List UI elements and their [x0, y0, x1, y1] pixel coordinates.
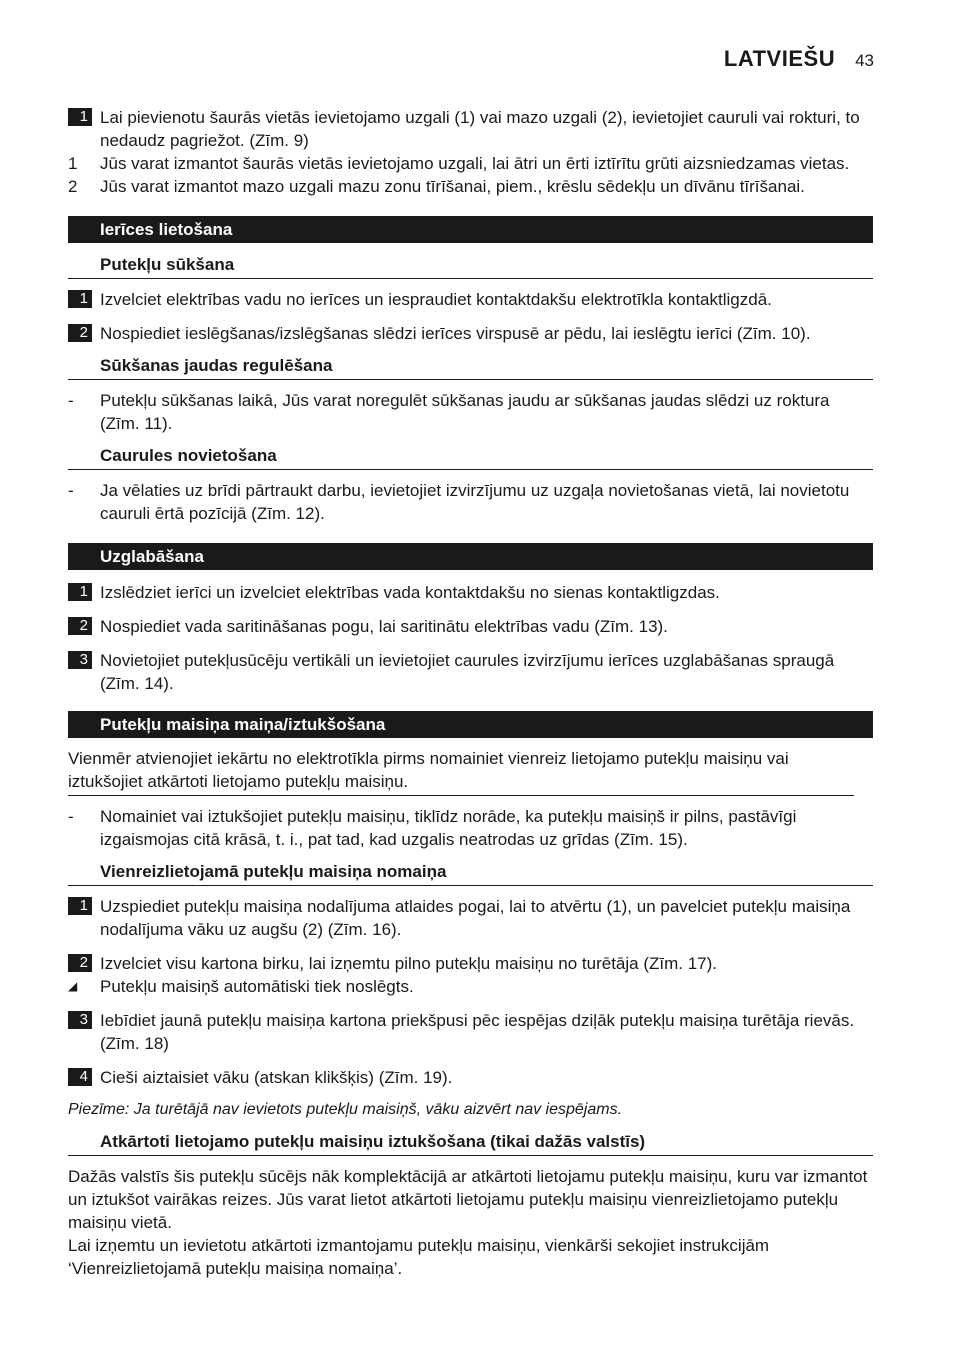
warning-text: Vienmēr atvienojiet iekārtu no elektrotīkla pirms nomainiet vienreiz lietojamo putekļu maisiņu vai iztukšojiet atkārtoti lietojamo putekļu maisiņu. [68, 747, 854, 796]
result-row [68, 975, 873, 998]
document-body [68, 106, 873, 1280]
section-title-storage: Uzglabāšana [68, 543, 873, 570]
step-text: Lai pievienotu šaurās vietās ievietojamo uzgali (1) vai mazo uzgali (2), ievietojiet cauruli vai rokturi, to nedaudz pagriežot. (Zīm. 9) [100, 108, 860, 150]
step-text: Iebīdiet jaunā putekļu maisiņa kartona priekšpusi pēc iespējas dziļāk putekļu maisiņa turētāja rievās. (Zīm. 18) [100, 1011, 855, 1053]
step-number: 2 [68, 617, 92, 635]
step-number: 1 [68, 583, 92, 601]
list-number: 2 [68, 177, 78, 196]
step-row [68, 322, 873, 345]
list-text: Jūs varat izmantot mazo uzgali mazu zonu tīrīšanai, piem., krēslu sēdekļu un dīvānu tīrīšanai. [100, 177, 805, 196]
step-number: 4 [68, 1068, 92, 1086]
list-number: 1 [68, 154, 78, 173]
step-row [68, 649, 873, 695]
bullet-row [68, 389, 873, 435]
step-text: Izvelciet elektrības vadu no ierīces un iespraudiet kontaktdakšu elektrotīkla kontaktligzdā. [100, 290, 772, 309]
list-item [68, 175, 873, 198]
step-number: 1 [68, 290, 92, 308]
subheading-suction-power: Sūkšanas jaudas regulēšana [68, 354, 873, 380]
bullet-text: Nomainiet vai iztukšojiet putekļu maisiņu, tiklīdz norāde, ka putekļu maisiņš ir pilns, pastāvīgi izgaismojas citā krāsā, t. i., pat tad, kad uzgalis neatrodas uz grīdas (Zīm. 15). [100, 807, 797, 849]
subheading-tube-parking: Caurules novietošana [68, 444, 873, 470]
step-text: Cieši aiztaisiet vāku (atskan klikšķis) (Zīm. 19). [100, 1068, 453, 1087]
subheading-reusable-bag: Atkārtoti lietojamo putekļu maisiņu iztukšošana (tikai dažās valstīs) [68, 1130, 873, 1156]
step-number: 2 [68, 324, 92, 342]
bullet-text: Putekļu sūkšanas laikā, Jūs varat noregulēt sūkšanas jaudu ar sūkšanas jaudas slēdzi uz roktura (Zīm. 11). [100, 391, 830, 433]
step-text: Nospiediet vada saritināšanas pogu, lai saritinātu elektrības vadu (Zīm. 13). [100, 617, 668, 636]
step-row [68, 288, 873, 311]
subheading-suction: Putekļu sūkšana [68, 253, 873, 279]
step-number: 1 [68, 897, 92, 915]
page-number: 43 [855, 51, 874, 70]
step-text: Izslēdziet ierīci un izvelciet elektrības vada kontaktdakšu no sienas kontaktligzdas. [100, 583, 720, 602]
step-number: 2 [68, 954, 92, 972]
paragraph: Lai izņemtu un ievietotu atkārtoti izmantojamu putekļu maisiņu, vienkārši sekojiet instrukcijām ‘Vienreizlietojamā putekļu maisiņa nomaiņa’. [68, 1236, 770, 1278]
step-row [68, 895, 873, 941]
step-row [68, 106, 873, 152]
step-row [68, 952, 873, 975]
dash-bullet: - [68, 391, 74, 410]
step-number: 1 [68, 108, 92, 126]
language-label: LATVIEŠU [723, 46, 836, 71]
section-title-usage: Ierīces lietošana [68, 216, 873, 243]
step-row [68, 1066, 873, 1089]
step-row [68, 615, 873, 638]
dash-bullet: - [68, 481, 74, 500]
step-row [68, 1009, 873, 1055]
result-arrow-icon: ◢ [68, 979, 78, 993]
step-text: Uzspiediet putekļu maisiņa nodalījuma atlaides pogai, lai to atvērtu (1), un pavelciet putekļu maisiņa nodalījuma vāku uz augšu (2) (Zīm. 16). [100, 897, 851, 939]
step-number: 3 [68, 1011, 92, 1029]
list-text: Jūs varat izmantot šaurās vietās ievietojamo uzgali, lai ātri un ērti iztīrītu grūti aizsniedzamas vietas. [100, 154, 850, 173]
step-text: Nospiediet ieslēgšanas/izslēgšanas slēdzi ierīces virspusē ar pēdu, lai ieslēgtu ierīci (Zīm. 10). [100, 324, 811, 343]
page-header [724, 46, 874, 72]
note-text: Piezīme: Ja turētājā nav ievietots putekļu maisiņš, vāku aizvērt nav iespējams. [68, 1101, 623, 1118]
bullet-row [68, 479, 873, 525]
step-text: Novietojiet putekļusūcēju vertikāli un ievietojiet caurules izvirzījumu ierīces uzglabāšanas spraugā (Zīm. 14). [100, 651, 835, 693]
dash-bullet: - [68, 807, 74, 826]
bullet-row [68, 805, 873, 851]
step-number: 3 [68, 651, 92, 669]
step-row [68, 581, 873, 604]
result-text: Putekļu maisiņš automātiski tiek noslēgts. [100, 977, 414, 996]
list-item [68, 152, 873, 175]
step-text: Izvelciet visu kartona birku, lai izņemtu pilno putekļu maisiņu no turētāja (Zīm. 17). [100, 954, 717, 973]
bullet-text: Ja vēlaties uz brīdi pārtraukt darbu, ievietojiet izvirzījumu uz uzgaļa novietošanas vietā, lai novietotu cauruli ērtā pozīcijā (Zīm. 12). [100, 481, 850, 523]
paragraph: Dažās valstīs šis putekļu sūcējs nāk komplektācijā ar atkārtoti lietojamu putekļu maisiņu, kuru var izmantot un iztukšot vairākas reizes. Jūs varat lietot atkārtoti lietojamu putekļu maisiņu vienreizlietojamo putekļu maisiņu vietā. [68, 1167, 868, 1232]
subheading-disposable-bag: Vienreizlietojamā putekļu maisiņa nomaiņa [68, 860, 873, 886]
section-title-dustbag: Putekļu maisiņa maiņa/iztukšošana [68, 711, 873, 738]
